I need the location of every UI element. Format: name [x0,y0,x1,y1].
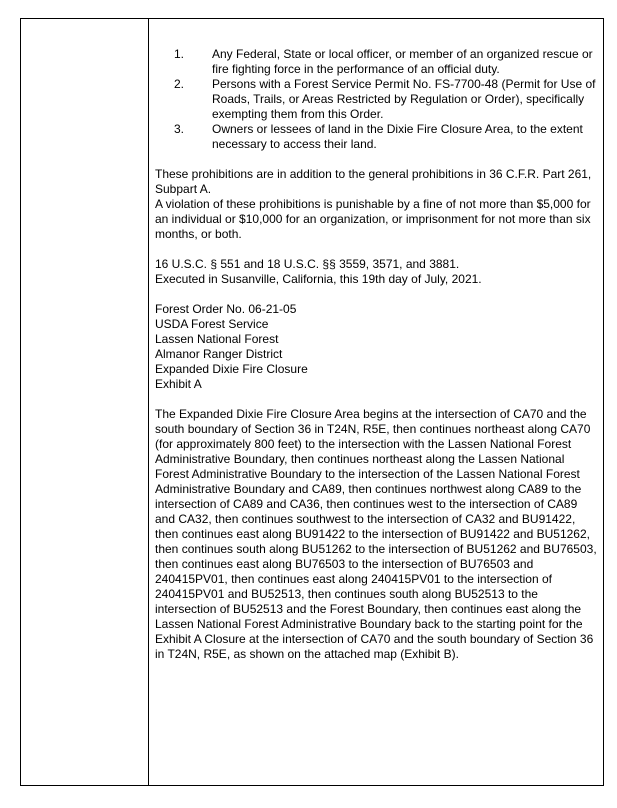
district-name: Almanor Ranger District [155,347,283,361]
order-number: Forest Order No. 06-21-05 [155,302,297,316]
penalty-note: A violation of these prohibitions is punishable by a fine of not more than $5,000 for an individual or $10,000 for an organization, or imprisonment for not more than six months, or both. [155,197,591,241]
list-item [155,77,598,122]
order-block [155,302,598,392]
closure-name: Expanded Dixie Fire Closure [155,362,308,376]
list-number: 2. [174,77,185,91]
list-text: Any Federal, State or local officer, or member of an organized rescue or fire fighting force in the performance of an official duty. [212,47,593,76]
authority-citation: 16 U.S.C. § 551 and 18 U.S.C. §§ 3559, 3571, and 3881. [155,257,460,271]
list-text: Persons with a Forest Service Permit No. FS-7700-48 (Permit for Use of Roads, Trails, or Areas Restricted by Regulation or Order), specifically exempting them from this Order. [212,77,596,121]
prohibitions-note: These prohibitions are in addition to the general prohibitions in 36 C.F.R. Part 261, Subpart A. [155,167,592,196]
column-divider [148,18,149,786]
execution-statement: Executed in Susanville, California, this 19th day of July, 2021. [155,272,482,286]
list-item [155,47,598,77]
closure-description: The Expanded Dixie Fire Closure Area begins at the intersection of CA70 and the south boundary of Section 36 in T24N, R5E, then continues northeast along CA70 (for approximately 800 feet) to the intersection with the Lassen National Forest Administrative Boundary, then continues northeast along the Lassen National Forest Administrative Boundary to the intersection of the Lassen National Forest Administrative Boundary and CA89, then continues northwest along CA89 to the intersection of CA89 and CA36, then continues west to the intersection of CA89 and CA32, then continues southwest to the intersection of CA32 and BU91422, then continues east along BU91422 to the intersection of BU91422 and BU51262, then continues south along BU51262 to the intersection of BU51262 and BU76503, then continues east along BU76503 to the intersection of BU76503 and 240415PV01, then continues east along 240415PV01 to the intersection of 240415PV01 and BU52513, then continues south along BU52513 to the intersection of BU52513 and the Forest Boundary, then continues east along the Lassen National Forest Administrative Boundary back to the starting point for the Exhibit A Closure at the intersection of CA70 and the south boundary of Section 36 in T24N, R5E, as shown on the attached map (Exhibit B). [155,407,597,661]
list-item [155,122,598,152]
exemption-list [155,47,598,152]
document-content [155,47,598,662]
list-number: 1. [174,47,185,61]
forest-name: Lassen National Forest [155,332,279,346]
exhibit-label: Exhibit A [155,377,202,391]
list-text: Owners or lessees of land in the Dixie Fire Closure Area, to the extent necessary to access their land. [212,122,583,151]
list-number: 3. [174,122,185,136]
agency-name: USDA Forest Service [155,317,269,331]
